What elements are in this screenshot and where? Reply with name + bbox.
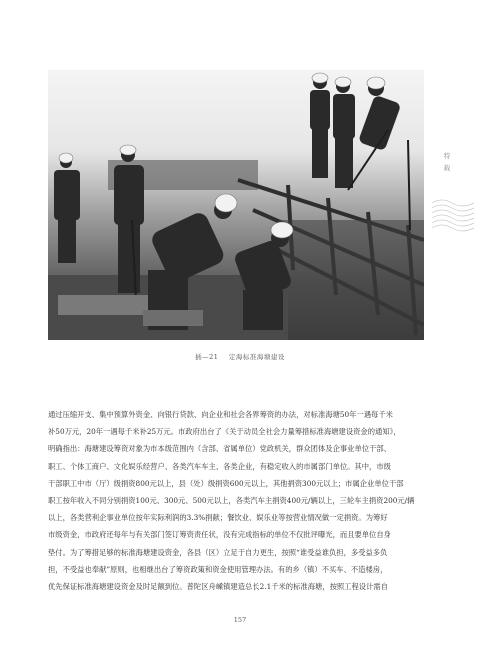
body-line: 通过压缩开支、集中预算外资金、向银行贷款、向企业和社会各界筹资的办法，对标准海塘50年一遇每千米 bbox=[48, 410, 393, 419]
body-text bbox=[48, 406, 424, 595]
body-line: 市级资金，市政府还每年与有关部门签订筹资责任状，没有完成指标的单位不仅批评曝光，而且要单位自身 bbox=[48, 530, 391, 540]
body-line: 职工、个体工商户、文化娱乐经营户、各类汽车车主、各类企业，有稳定收入的市属部门单位。其中，市级 bbox=[48, 461, 391, 471]
body-line: 干部职工中市（厅）级捐资800元以上，县（处）级捐资600元以上，其他捐资300元以上；市属企业单位干部 bbox=[48, 478, 404, 488]
body-line: 职工按年收入不同分别捐资100元、300元、500元以上，各类汽车主捐资400元/辆以上，三轮车主捐资200元/辆 bbox=[48, 496, 415, 506]
body-line: 垫付。为了筹措足够的标准海塘建设资金，各县（区）立足于自力更生，按照“谁受益谁负担，多受益多负 bbox=[48, 547, 388, 557]
figure-caption bbox=[0, 352, 480, 361]
side-label-char: 载 bbox=[443, 164, 451, 172]
body-line: 优先保证标准海塘建设资金及时足额到位。普陀区舟嵊镇建造总长2.1千米的标准海塘，按照工程设计需自 bbox=[48, 582, 388, 592]
body-line: 担，不受益也奉献”原则，也相继出台了筹资政策和资金使用管理办法。有的乡（镇）不买车、不造楼房， bbox=[48, 564, 388, 574]
page-number: 157 bbox=[233, 616, 247, 624]
figure-title: 定海标准海塘建设 bbox=[228, 353, 285, 361]
wave-decoration-icon bbox=[430, 195, 476, 235]
side-label-char: 特 bbox=[443, 152, 451, 160]
figure-number: 插—21 bbox=[195, 353, 219, 361]
construction-scene-graphic bbox=[48, 70, 424, 340]
body-line: 明确指出：海塘建设筹资对象为市本级范围内（含部、省属单位）党政机关，群众团体及企事业单位干部、 bbox=[48, 444, 391, 454]
chapter-side-label bbox=[440, 150, 454, 174]
body-line: 以上，各类营利企事业单位按年实际利润的3.3%捐献；餐饮业、娱乐业等按营业情况做一定捐资。为筹好 bbox=[48, 513, 388, 523]
body-line: 补50万元，20年一遇每千米补25万元。市政府出台了《关于动员全社会力量筹措标准海塘建设资金的通知》， bbox=[48, 427, 401, 437]
construction-photo bbox=[48, 70, 424, 340]
